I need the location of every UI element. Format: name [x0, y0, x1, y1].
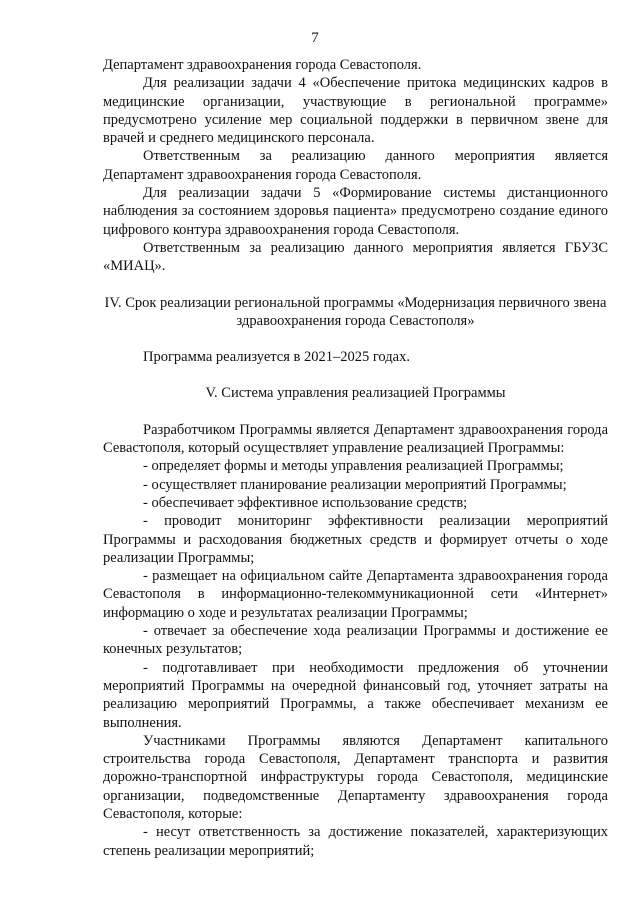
- list-item: - отвечает за обеспечение хода реализации Программы и достижение ее конечных результатов;: [103, 623, 608, 658]
- section-heading-iv: IV. Срок реализации региональной программы «Модернизация первичного звена здравоохранения города Севастополя»: [104, 294, 607, 329]
- paragraph: Для реализации задачи 5 «Формирование системы дистанционного наблюдения за состоянием здоровья пациента» предусмотрено создание единого цифрового контура здравоохранения города Севастополя.: [103, 185, 608, 238]
- list-item: - осуществляет планирование реализации мероприятий Программы;: [143, 476, 567, 493]
- paragraph: Ответственным за реализацию данного мероприятия является Департамент здравоохранения города Севастополя.: [103, 148, 608, 183]
- list-item: - обеспечивает эффективное использование средств;: [143, 494, 468, 511]
- list-item: - подготавливает при необходимости предложения об уточнении мероприятий Программы на очередной финансовый год, уточняет затраты на реализацию мероприятий Программы, а также обеспечивает механизм ее выполнения.: [103, 659, 608, 731]
- paragraph: Разработчиком Программы является Департамент здравоохранения города Севастополя, который осуществляет управление реализацией Программы:: [103, 421, 608, 457]
- paragraph: Программа реализуется в 2021–2025 годах.: [143, 349, 410, 366]
- section-heading-v: V. Система управления реализацией Программы: [205, 385, 506, 402]
- page-number: 7: [311, 30, 319, 46]
- paragraph: Участниками Программы являются Департамент капитального строительства города Севастополя, Департамент транспорта и развития дорожно-транспортной инфраструктуры города Севастополя, медицинские организации, подведомственные Департаменту здравоохранения города Севастополя, которые:: [103, 732, 608, 822]
- list-item: - определяет формы и методы управления реализацией Программы;: [143, 458, 564, 475]
- paragraph: Ответственным за реализацию данного мероприятия является ГБУЗС «МИАЦ».: [103, 239, 608, 275]
- document-body: [103, 56, 608, 860]
- paragraph: Для реализации задачи 4 «Обеспечение притока медицинских кадров в медицинские организации, участвующие в региональной программе» предусмотрено усиление мер социальной поддержки в первичном звене для врачей и среднего медицинского персонала.: [103, 75, 608, 147]
- list-item: - несут ответственность за достижение показателей, характеризующих степень реализации мероприятий;: [103, 824, 608, 859]
- list-item: - проводит мониторинг эффективности реализации мероприятий Программы и расходования бюджетных средств и формирует отчеты о ходе реализации Программы;: [103, 513, 608, 566]
- list-item: - размещает на официальном сайте Департамента здравоохранения города Севастополя в информационно-телекоммуникационной сети «Интернет» информацию о ходе и результатах реализации Программы;: [103, 568, 608, 621]
- paragraph: Департамент здравоохранения города Севастополя.: [103, 57, 422, 73]
